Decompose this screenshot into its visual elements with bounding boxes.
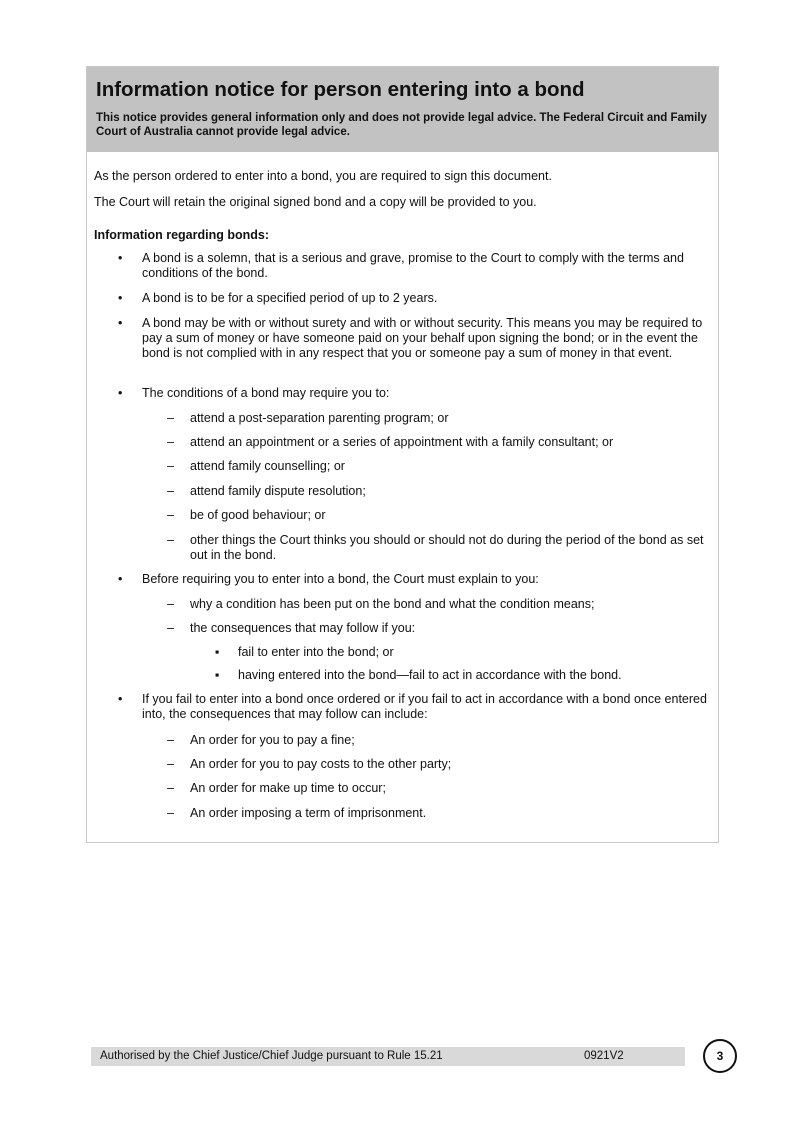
authority-text: Authorised by the Chief Justice/Chief Judge pursuant to Rule 15.21 — [100, 1050, 443, 1062]
dash-marker: – — [167, 781, 174, 795]
sub-list-item: An order for you to pay a fine; — [190, 733, 355, 747]
notice-box — [86, 66, 719, 843]
dash-marker: – — [167, 733, 174, 747]
sub-list-item: attend family dispute resolution; — [190, 484, 366, 498]
form-code: 0921V2 — [584, 1050, 624, 1062]
bullet-item: A bond may be with or without surety and with or without security. This means you may be required to pay a sum of money or have someone paid on your behalf upon signing the bond; or in the event the bond is not complied with in any respect that you or someone pay a sum of money in that event. — [142, 316, 703, 360]
disclaimer-text: This notice provides general information only and does not provide legal advice. The Federal Circuit and Family Court of Australia cannot provide legal advice. — [96, 112, 707, 138]
section-heading: Information regarding bonds: — [94, 228, 269, 242]
dash-marker: – — [167, 484, 174, 498]
footer-bar — [91, 1047, 685, 1066]
bullet-item: Before requiring you to enter into a bond, the Court must explain to you: — [142, 572, 539, 586]
sub-list-item: attend a post-separation parenting program; or — [190, 411, 449, 425]
bullet-item: If you fail to enter into a bond once ordered or if you fail to act in accordance with a bond once entered into, the consequences that may follow can include: — [142, 692, 707, 721]
sub-list-item: attend family counselling; or — [190, 459, 345, 473]
bullet-item: A bond is a solemn, that is a serious and grave, promise to the Court to comply with the terms and conditions of the bond. — [142, 251, 684, 280]
sub-sub-list-item: having entered into the bond—fail to act in accordance with the bond. — [238, 668, 622, 682]
intro-paragraph: As the person ordered to enter into a bond, you are required to sign this document. — [94, 169, 552, 183]
dash-marker: – — [167, 621, 174, 635]
sub-list-item: An order for make up time to occur; — [190, 781, 386, 795]
dash-marker: – — [167, 459, 174, 473]
square-marker: ▪ — [215, 668, 220, 682]
bullet-marker: • — [118, 316, 123, 330]
sub-sub-list-item: fail to enter into the bond; or — [238, 645, 394, 659]
sub-list-item: An order for you to pay costs to the other party; — [190, 757, 452, 771]
dash-marker: – — [167, 435, 174, 449]
square-marker: ▪ — [215, 645, 220, 659]
sub-list-item: why a condition has been put on the bond and what the condition means; — [190, 597, 595, 611]
dash-marker: – — [167, 806, 174, 820]
dash-marker: – — [167, 757, 174, 771]
sub-list-item: the consequences that may follow if you: — [190, 621, 416, 635]
bullet-marker: • — [118, 291, 123, 305]
dash-marker: – — [167, 508, 174, 522]
sub-list-item: be of good behaviour; or — [190, 508, 326, 522]
bullet-marker: • — [118, 692, 123, 706]
dash-marker: – — [167, 411, 174, 425]
bullet-marker: • — [118, 251, 123, 265]
bullet-item: A bond is to be for a specified period of up to 2 years. — [142, 291, 438, 305]
bullet-marker: • — [118, 572, 123, 586]
bullet-marker: • — [118, 386, 123, 400]
sub-list-item: attend an appointment or a series of appointment with a family consultant; or — [190, 435, 614, 449]
dash-marker: – — [167, 597, 174, 611]
sub-list-item: An order imposing a term of imprisonment. — [190, 806, 427, 820]
page-title: Information notice for person entering into a bond — [96, 78, 585, 101]
notice-header — [87, 67, 718, 152]
page-number: 3 — [703, 1039, 737, 1073]
intro-paragraph: The Court will retain the original signed bond and a copy will be provided to you. — [94, 195, 537, 209]
bullet-item: The conditions of a bond may require you to: — [142, 386, 390, 400]
dash-marker: – — [167, 533, 174, 547]
sub-list-item: other things the Court thinks you should or should not do during the period of the bond as set out in the bond. — [190, 533, 704, 562]
